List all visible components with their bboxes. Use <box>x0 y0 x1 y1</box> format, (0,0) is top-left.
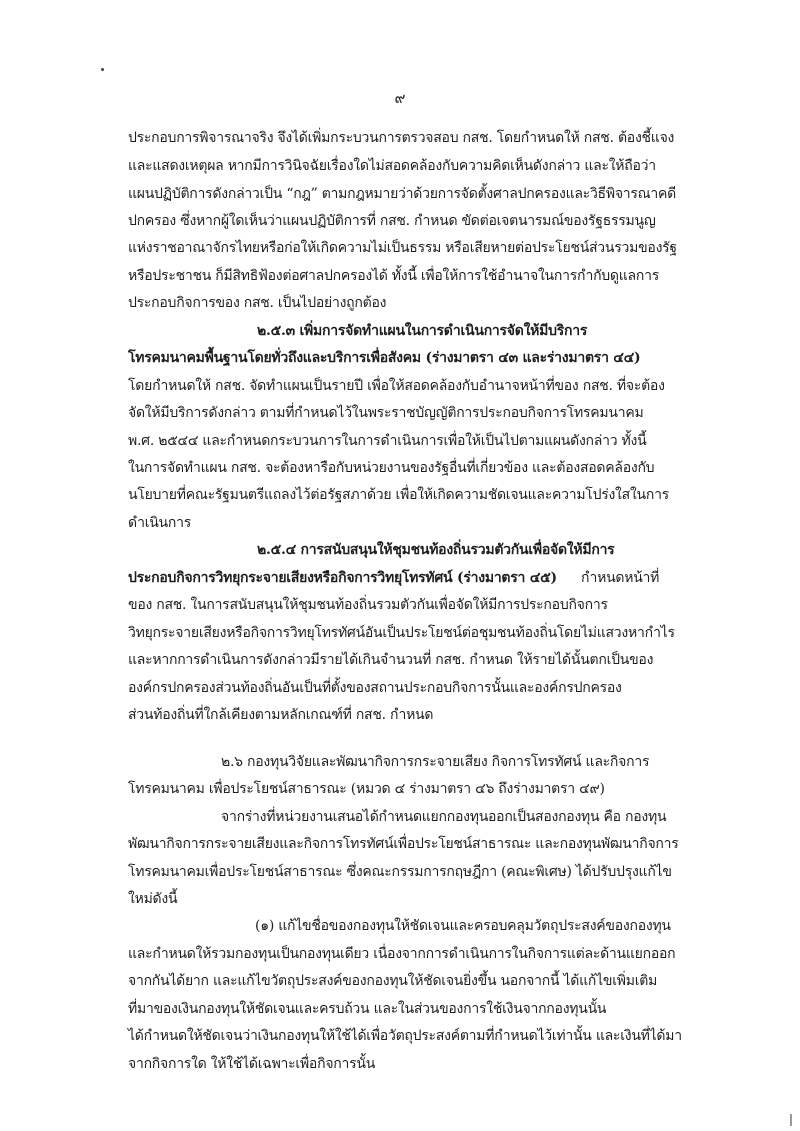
paragraph-line: แผนปฏิบัติการดังกล่าวเป็น “กฎ” ตามกฎหมายว่าด้วยการจัดตั้งศาลปกครองและวิธีพิจารณาคดี <box>128 186 676 202</box>
paragraph-line: หรือประชาชน ก็มีสิทธิฟ้องต่อศาลปกครองได้ ทั้งนี้ เพื่อให้การใช้อำนาจในการกำกับดูแลการ <box>128 268 659 284</box>
list-item-1: (๑) แก้ไขชื่อของกองทุนให้ชัดเจนและครอบคลุมวัตถุประสงค์ของกองทุน <box>255 918 671 934</box>
section-heading-2-5-3: โทรคมนาคมพื้นฐานโดยทั่วถึงและบริการเพื่อสังคม (ร่างมาตรา ๔๓ และร่างมาตรา ๔๔) <box>128 350 641 366</box>
paragraph-line: ประกอบกิจการของ กสช. เป็นไปอย่างถูกต้อง <box>128 295 387 311</box>
section-heading-2-5-4: ๒.๕.๔ การสนับสนุนให้ชุมชนท้องถิ่นรวมตัวกันเพื่อจัดให้มีการ <box>257 542 615 558</box>
paragraph-line: และหากการดำเนินการดังกล่าวมีรายได้เกินจำนวนที่ กสช. กำหนด ให้รายได้นั้นตกเป็นของ <box>128 652 654 668</box>
paragraph-line: กำหนดหน้าที่ <box>581 570 660 586</box>
paragraph-line: ประกอบการพิจารณาจริง จึงได้เพิ่มกระบวนการตรวจสอบ กสช. โดยกำหนดให้ กสช. ต้องชี้แจง <box>128 130 675 146</box>
scan-speck <box>101 68 104 71</box>
paragraph-line: โทรคมนาคมเพื่อประโยชน์สาธารณะ ซึ่งคณะกรรมการกฤษฎีกา (คณะพิเศษ) ได้ปรับปรุงแก้ไข <box>128 864 672 880</box>
paragraph-line: ดำเนินการ <box>128 515 191 531</box>
paragraph-line: และแสดงเหตุผล หากมีการวินิจฉัยเรื่องใดไม่สอดคล้องกับความคิดเห็นดังกล่าว และให้ถือว่า <box>128 158 656 174</box>
paragraph-line: จากร่างที่หน่วยงานเสนอได้กำหนดแยกกองทุนออกเป็นสองกองทุน คือ กองทุน <box>221 809 667 825</box>
section-heading-2-6: ๒.๖ กองทุนวิจัยและพัฒนากิจการกระจายเสียง กิจการโทรทัศน์ และกิจการ <box>221 754 650 770</box>
paragraph-line: ส่วนท้องถิ่นที่ใกล้เคียงตามหลักเกณฑ์ที่ กสช. กำหนด <box>128 707 434 723</box>
paragraph-line: โดยกำหนดให้ กสช. จัดทำแผนเป็นรายปี เพื่อให้สอดคล้องกับอำนาจหน้าที่ของ กสช. ที่จะต้อง <box>128 378 665 394</box>
paragraph-line: ได้กำหนดให้ชัดเจนว่าเงินกองทุนให้ใช้ได้เพื่อวัตถุประสงค์ตามที่กำหนดไว้เท่านั้น และเงินที่ได้มา <box>128 1028 682 1044</box>
paragraph-line: ของ กสช. ในการสนับสนุนให้ชุมชนท้องถิ่นรวมตัวกันเพื่อจัดให้มีการประกอบกิจการ <box>128 597 608 613</box>
section-heading-2-5-3: ๒.๕.๓ เพิ่มการจัดทำแผนในการดำเนินการจัดให้มีบริการ <box>257 323 588 339</box>
paragraph-line: นโยบายที่คณะรัฐมนตรีแถลงไว้ต่อรัฐสภาด้วย เพื่อให้เกิดความชัดเจนและความโปร่งใสในการ <box>128 487 669 503</box>
paragraph-line: ในการจัดทำแผน กสช. จะต้องหารือกับหน่วยงานของรัฐอื่นที่เกี่ยวข้อง และต้องสอดคล้องกับ <box>128 460 655 476</box>
paragraph-line: ปกครอง ซึ่งหากผู้ใดเห็นว่าแผนปฏิบัติการที่ กสช. กำหนด ขัดต่อเจตนารมณ์ของรัฐธรรมนูญ <box>128 213 656 229</box>
paragraph-line: องค์กรปกครองส่วนท้องถิ่นอันเป็นที่ตั้งของสถานประกอบกิจการนั้นและองค์กรปกครอง <box>128 680 622 696</box>
paragraph-line: พ.ศ. ๒๕๔๔ และกำหนดกระบวนการในการดำเนินการเพื่อให้เป็นไปตามแผนดังกล่าว ทั้งนี้ <box>128 433 647 449</box>
paragraph-line: จัดให้มีบริการดังกล่าว ตามที่กำหนดไว้ในพระราชบัญญัติการประกอบกิจการโทรคมนาคม <box>128 405 644 421</box>
section-heading-2-6: โทรคมนาคม เพื่อประโยชน์สาธารณะ (หมวด ๔ ร่างมาตรา ๔๖ ถึงร่างมาตรา ๔๙) <box>128 781 605 797</box>
paragraph-line: พัฒนากิจการกระจายเสียงและกิจการโทรทัศน์เพื่อประโยชน์สาธารณะ และกองทุนพัฒนากิจการ <box>128 836 679 852</box>
paragraph-line: ใหม่ดังนี้ <box>128 891 178 907</box>
paragraph-line: แห่งราชอาณาจักรไทยหรือก่อให้เกิดความไม่เป็นธรรม หรือเสียหายต่อประโยชน์ส่วนรวมของรัฐ <box>128 240 677 256</box>
scan-edge-mark <box>790 1114 792 1126</box>
paragraph-line: ที่มาของเงินกองทุนให้ชัดเจนและครบถ้วน และในส่วนของการใช้เงินจากกองทุนนั้น <box>128 1001 607 1017</box>
paragraph-line: และกำหนดให้รวมกองทุนเป็นกองทุนเดียว เนื่องจากการดำเนินการในกิจการแต่ละด้านแยกออก <box>128 946 676 962</box>
paragraph-line: จากกันได้ยาก และแก้ไขวัตถุประสงค์ของกองทุนให้ชัดเจนยิ่งขึ้น นอกจากนี้ ได้แก้ไขเพิ่มเติม <box>128 973 658 989</box>
page-number: ๙ <box>394 89 406 107</box>
paragraph-line: จากกิจการใด ให้ใช้ได้เฉพาะเพื่อกิจการนั้น <box>128 1056 376 1072</box>
paragraph-line: วิทยุกระจายเสียงหรือกิจการวิทยุโทรทัศน์อันเป็นประโยชน์ต่อชุมชนท้องถิ่นโดยไม่แสวงหากำไร <box>128 625 675 641</box>
section-heading-2-5-4: ประกอบกิจการวิทยุกระจายเสียงหรือกิจการวิทยุโทรทัศน์ (ร่างมาตรา ๔๕) <box>128 570 557 586</box>
